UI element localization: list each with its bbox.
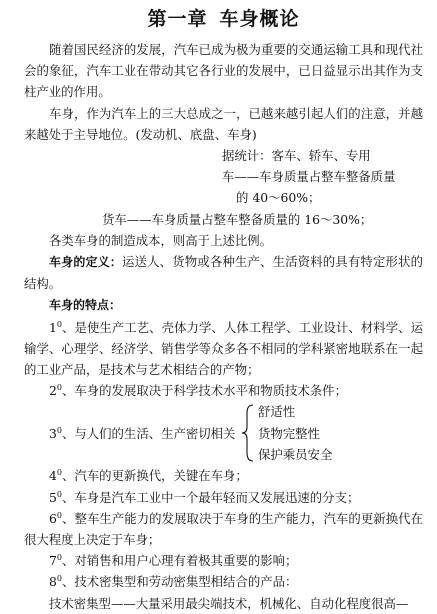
- feature-3-item-comfort: 舒适性: [258, 404, 296, 420]
- body-paragraph-importance: 车身，作为汽车上的三大总成之一，已越来越引起人们的注意，并越来越处于主导地位。(发动机、底盘、车身): [24, 105, 423, 142]
- feature-3-item-cargo: 货物完整性: [258, 425, 320, 441]
- feature-3-item-safety: 保护乘员安全: [258, 446, 333, 462]
- feature-8: $8^0$、技术密集型和劳动密集型相结合的产品：: [49, 574, 298, 590]
- feature-7: $7^0$、对销售和用户心理有着极其重要的影响；: [49, 553, 298, 569]
- stat-truck-line: 货车——车身质量占整车整备质量的 16～30%；: [102, 211, 373, 227]
- stat-line-1: 据统计：客车、轿车、专用: [222, 148, 371, 164]
- feature-1: $1^0$、是使生产工艺、壳体力学、人体工程学、工业设计、材料学、运输学、心理学、经济学、销售学等众多各不相同的学科紧密地联系在一起的工业产品，是技术与艺术相结合的产物；: [24, 319, 423, 378]
- feature-3: [24, 401, 423, 465]
- features-heading: [24, 294, 423, 316]
- feature-2: $2^0$、车身的发展取决于科学技术水平和物质技术条件；: [49, 383, 347, 399]
- cost-paragraph: 各类车身的制造成本，则高于上述比例。: [49, 232, 273, 248]
- definition-paragraph: [24, 251, 423, 294]
- feature-3-items: [258, 401, 332, 465]
- chapter-title: [24, 7, 423, 31]
- feature-5: $5^0$、车身是汽车工业中一个最年轻而又发展迅速的分支；: [49, 489, 360, 505]
- feature-3-lead: $3^0$、与人们的生活、生产密切相关: [49, 426, 236, 442]
- definition-label: 车身的定义：: [49, 255, 122, 270]
- stat-line-3: 的 40～60%；: [236, 190, 321, 206]
- feature-6: $6^0$、整车生产能力的发展取决于车身的生产能力，汽车的更新换代在很大程度上决定于车身；: [24, 510, 423, 548]
- features-label: 车身的特点：: [49, 298, 122, 313]
- left-brace-icon: [241, 403, 255, 463]
- feature-4: $4^0$、汽车的更新换代，关键在车身；: [49, 468, 248, 484]
- intro-paragraph: 随着国民经济的发展，汽车已成为极为重要的交通运输工具和现代社会的象征，汽车工业在带动其它各行业的发展中，已日益显示出其作为支柱产业的作用。: [24, 42, 423, 100]
- stat-line-2: 车——车身质量占整车整备质量: [222, 169, 396, 185]
- definition-text: 运送人、货物或各种生产、生活资料的具有特定形状的结构。: [24, 254, 423, 292]
- tech-intensive-line: 技术密集型——大量采用最尖端技术，机械化、自动化程度很高—: [49, 595, 409, 611]
- chapter-name: 车身概论: [219, 8, 300, 30]
- chapter-number: 第一章: [147, 8, 208, 30]
